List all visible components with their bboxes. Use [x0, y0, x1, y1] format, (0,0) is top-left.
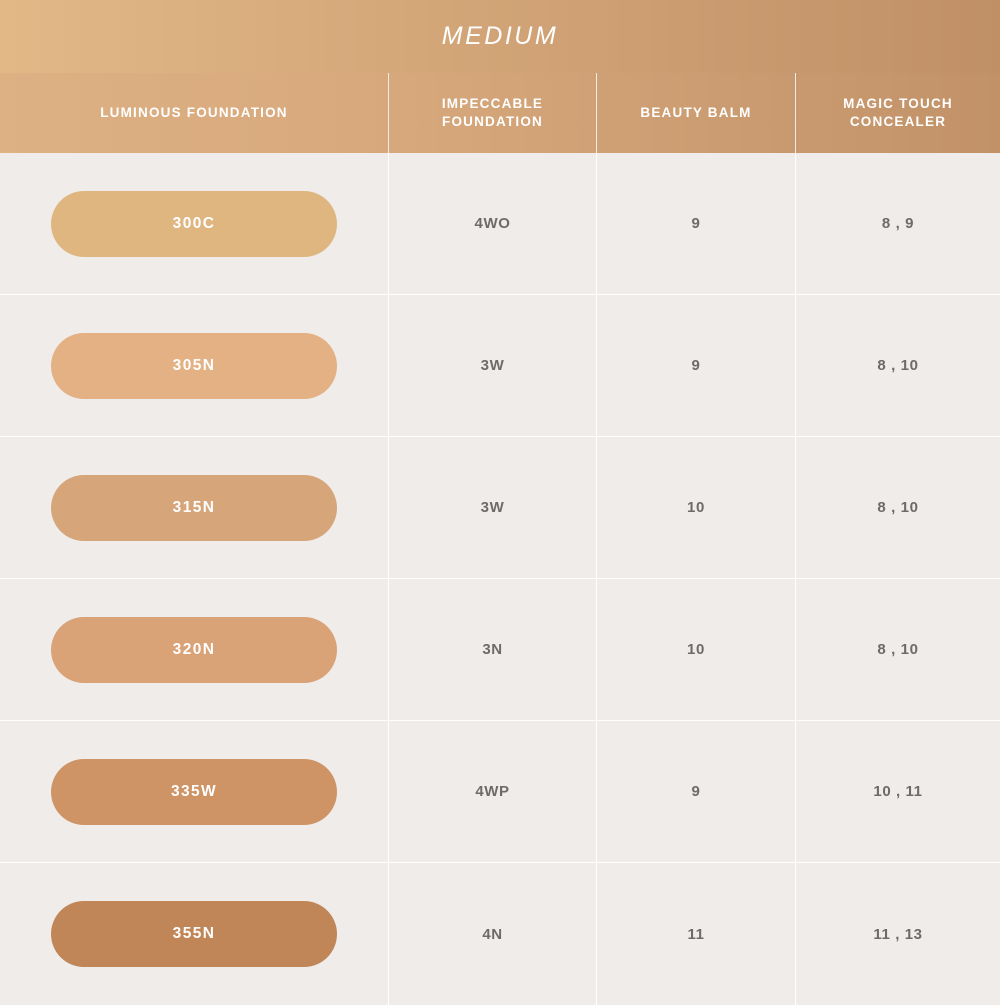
table-row	[0, 721, 1000, 863]
column-header-magic-touch-concealer: MAGIC TOUCH CONCEALER	[843, 95, 953, 129]
concealer-value: 8 , 10	[796, 579, 1000, 720]
shade-swatch-cell	[0, 295, 389, 436]
shade-label: 305N	[172, 356, 216, 374]
column-header-beauty-balm: BEAUTY BALM	[597, 73, 796, 153]
impeccable-value: 4WO	[389, 153, 597, 294]
table-row	[0, 295, 1000, 437]
table-header-row	[0, 73, 1000, 153]
shade-swatch-cell	[0, 863, 389, 1005]
impeccable-value: 4WP	[389, 721, 597, 862]
beauty-balm-value: 10	[597, 579, 796, 720]
shade-label: 335W	[170, 782, 218, 800]
impeccable-value: 3W	[389, 437, 597, 578]
shade-swatch	[51, 901, 337, 967]
shade-swatch-cell	[0, 721, 389, 862]
concealer-value: 11 , 13	[796, 863, 1000, 1005]
shade-label: 355N	[172, 925, 216, 942]
beauty-balm-value: 9	[597, 295, 796, 436]
beauty-balm-value: 9	[597, 721, 796, 862]
page-title: MEDIUM	[441, 22, 559, 50]
shade-swatch-cell	[0, 437, 389, 578]
shade-swatch	[51, 759, 337, 825]
concealer-value: 8 , 10	[796, 437, 1000, 578]
table-row	[0, 863, 1000, 1005]
impeccable-value: 3W	[389, 295, 597, 436]
beauty-balm-value: 9	[597, 153, 796, 294]
concealer-value: 8 , 9	[796, 153, 1000, 294]
concealer-value: 10 , 11	[796, 721, 1000, 862]
table-row	[0, 579, 1000, 721]
shade-label: 315N	[172, 498, 216, 516]
table-body	[0, 153, 1000, 1005]
table-row	[0, 437, 1000, 579]
shade-swatch	[51, 617, 337, 683]
shade-swatch	[51, 475, 337, 541]
shade-swatch	[51, 333, 337, 399]
column-header-impeccable-foundation: IMPECCABLE FOUNDATION	[389, 73, 597, 153]
shade-swatch-cell	[0, 153, 389, 294]
column-header-luminous-foundation: LUMINOUS FOUNDATION	[0, 73, 389, 153]
impeccable-value: 3N	[389, 579, 597, 720]
shade-label: 300C	[172, 214, 216, 232]
chart-title-banner	[0, 0, 1000, 73]
impeccable-value: 4N	[389, 863, 597, 1005]
beauty-balm-value: 11	[597, 863, 796, 1005]
table-row	[0, 153, 1000, 295]
concealer-value: 8 , 10	[796, 295, 1000, 436]
shade-label: 320N	[172, 640, 216, 658]
shade-swatch-cell	[0, 579, 389, 720]
beauty-balm-value: 10	[597, 437, 796, 578]
shade-swatch	[51, 191, 337, 257]
